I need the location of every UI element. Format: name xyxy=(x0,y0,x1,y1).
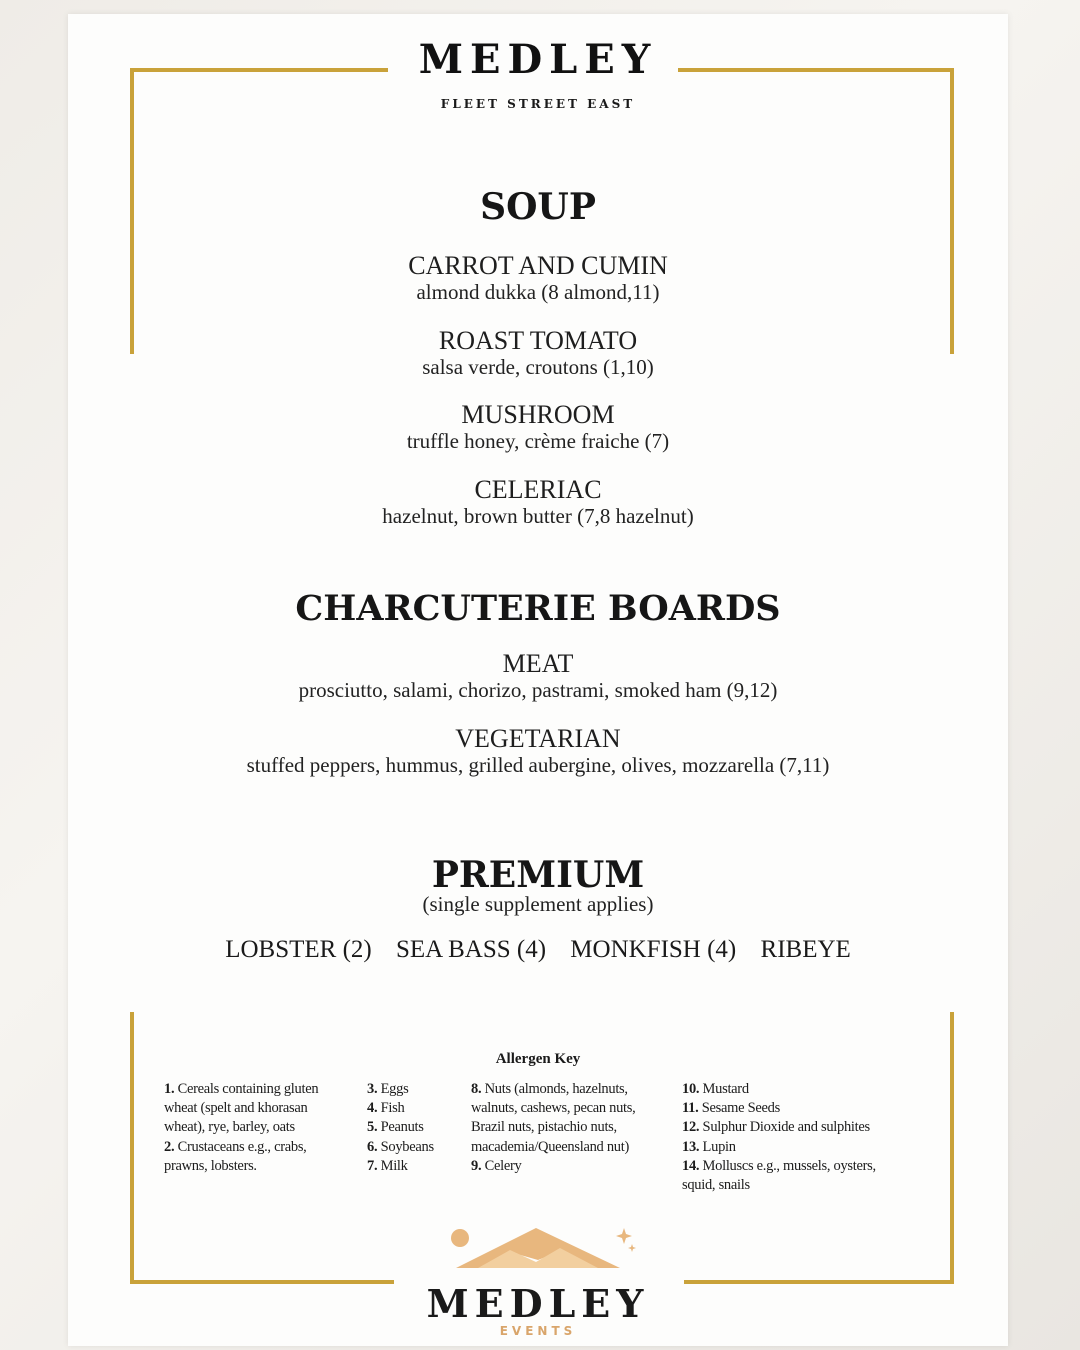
premium-note-text: (single supplement applies) xyxy=(422,892,654,916)
allergen-line: walnuts, cashews, pecan nuts, xyxy=(471,1100,636,1117)
allergen-line: 3. Eggs xyxy=(367,1081,409,1097)
allergen-line: 12. Sulphur Dioxide and sulphites xyxy=(682,1119,870,1136)
allergen-line: 4. Fish xyxy=(367,1100,405,1117)
footer-tagline: EVENTS xyxy=(499,1324,577,1338)
soup-title: SOUP xyxy=(480,186,596,228)
dish-name: MUSHROOM xyxy=(461,400,615,429)
charcuterie-title: CHARCUTERIE BOARDS xyxy=(295,588,781,629)
footer-brand-wordmark: MEDLEY xyxy=(426,1281,650,1326)
allergen-line: macademia/Queensland nut) xyxy=(471,1138,629,1155)
allergen-line: 14. Molluscs e.g., mussels, oysters, xyxy=(682,1157,876,1174)
dish-name: MEAT xyxy=(502,649,574,678)
dish-name: CELERIAC xyxy=(474,475,602,504)
allergen-line: 6. Soybeans xyxy=(367,1138,434,1155)
dish-item xyxy=(68,650,1008,702)
allergen-column xyxy=(682,1080,876,1195)
dish-item xyxy=(68,252,1008,304)
allergen-line: 5. Peanuts xyxy=(367,1119,424,1136)
allergen-column xyxy=(367,1080,434,1176)
allergen-line: squid, snails xyxy=(682,1177,750,1194)
premium-title: PREMIUM xyxy=(431,854,645,896)
allergen-line: 13. Lupin xyxy=(682,1138,736,1155)
allergen-line: 11. Sesame Seeds xyxy=(682,1100,780,1117)
allergen-line: wheat), rye, barley, oats xyxy=(164,1119,295,1136)
dish-item xyxy=(68,476,1008,528)
premium-item: RIBEYE xyxy=(760,936,851,963)
dish-name: CARROT AND CUMIN xyxy=(408,251,668,280)
premium-item: SEA BASS (4) xyxy=(395,936,547,963)
dish-name: ROAST TOMATO xyxy=(438,326,638,355)
allergen-column xyxy=(164,1080,318,1176)
allergen-key-title: Allergen Key xyxy=(495,1051,581,1067)
allergen-line: prawns, lobsters. xyxy=(164,1157,257,1174)
dish-item xyxy=(68,725,1008,777)
dish-description: prosciutto, salami, chorizo, pastrami, smoked ham (9,12) xyxy=(298,678,778,702)
footer-logo xyxy=(68,1222,1008,1338)
mountain-sun-icon xyxy=(438,1222,638,1282)
menu-page xyxy=(68,14,1008,1346)
brand-wordmark: MEDLEY xyxy=(418,36,658,83)
allergen-line: 9. Celery xyxy=(471,1157,522,1174)
allergen-line: Brazil nuts, pistachio nuts, xyxy=(471,1119,617,1136)
premium-item: LOBSTER (2) xyxy=(225,936,372,963)
dish-item xyxy=(68,401,1008,453)
premium-note xyxy=(68,892,1008,916)
allergen-line: 1. Cereals containing gluten xyxy=(164,1081,319,1097)
premium-items xyxy=(68,936,1008,964)
allergen-column xyxy=(471,1080,635,1176)
header-logo xyxy=(68,36,1008,111)
dish-description: almond dukka (8 almond,11) xyxy=(416,280,660,304)
dish-description: stuffed peppers, hummus, grilled aubergine, olives, mozzarella (7,11) xyxy=(246,753,830,777)
dish-name: VEGETARIAN xyxy=(455,724,621,753)
dish-item xyxy=(68,327,1008,379)
dish-description: hazelnut, brown butter (7,8 hazelnut) xyxy=(382,504,694,528)
dish-description: salsa verde, croutons (1,10) xyxy=(422,355,654,379)
allergen-line: 10. Mustard xyxy=(682,1081,749,1097)
allergen-line: 2. Crustaceans e.g., crabs, xyxy=(164,1138,307,1155)
brand-subtitle: FLEET STREET EAST xyxy=(440,97,636,111)
allergen-line: 8. Nuts (almonds, hazelnuts, xyxy=(471,1081,628,1097)
dish-description: truffle honey, crème fraiche (7) xyxy=(406,429,670,453)
allergen-line: 7. Milk xyxy=(367,1157,408,1174)
premium-item: MONKFISH (4) xyxy=(570,936,737,963)
allergen-line: wheat (spelt and khorasan xyxy=(164,1100,308,1117)
